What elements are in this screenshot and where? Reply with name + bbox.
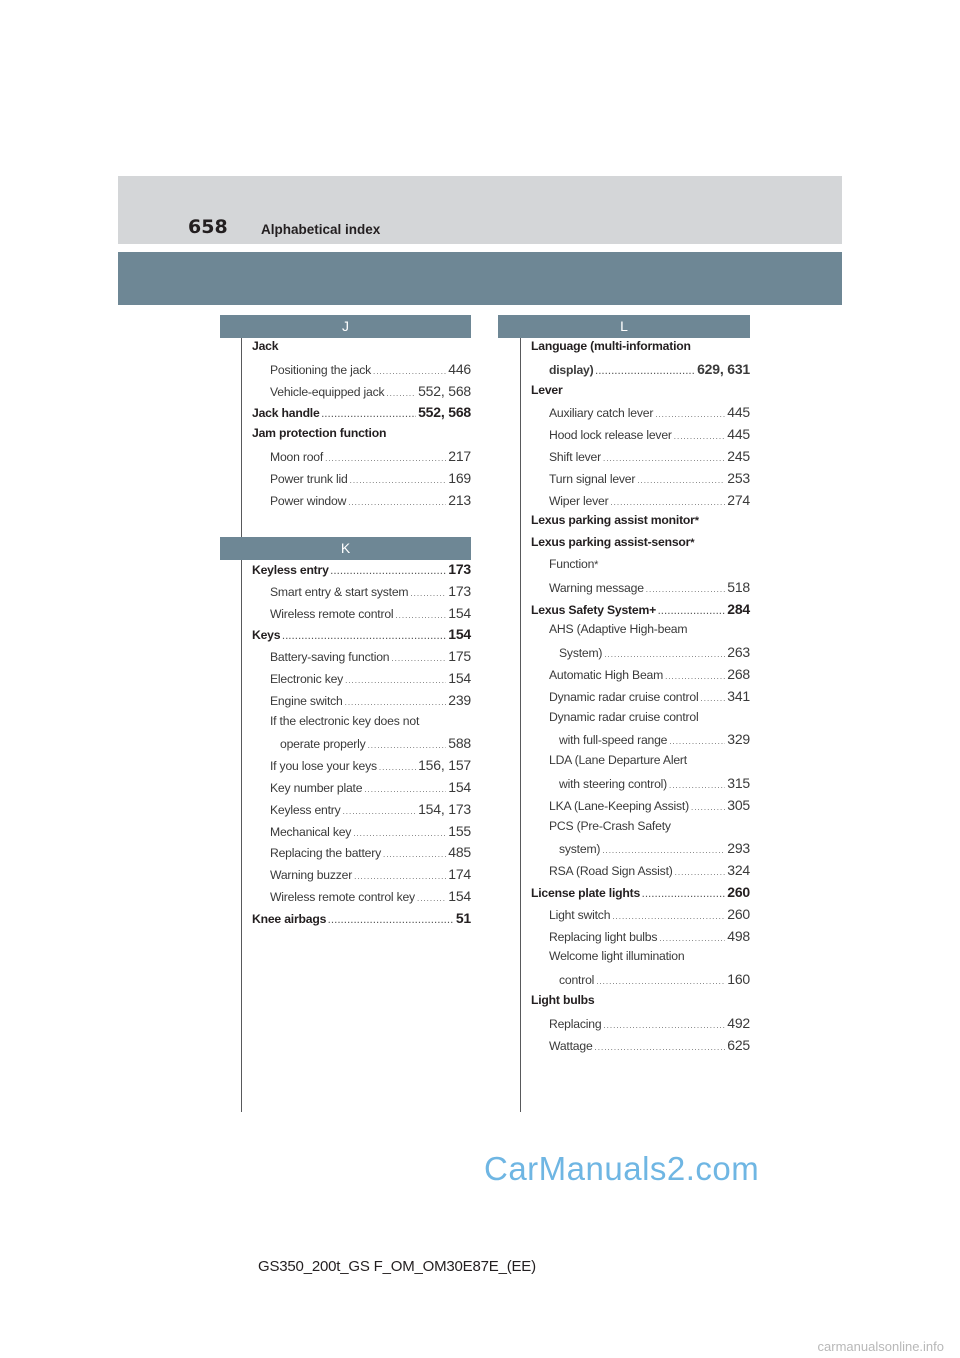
entry-label: AHS (Adaptive High-beam — [549, 622, 688, 637]
entry-label: Dynamic radar cruise control — [549, 709, 699, 724]
entry-label: Vehicle-equipped jack — [270, 384, 385, 399]
entry-label: Wireless remote control — [270, 606, 394, 621]
dot-leader — [610, 498, 725, 507]
dot-leader — [345, 676, 446, 685]
entry-label: Smart entry & start system — [270, 584, 409, 599]
dot-leader — [637, 476, 725, 485]
index-subentry — [252, 714, 471, 736]
index-subentry — [252, 383, 471, 405]
page-reference: 293 — [727, 840, 750, 857]
index-subentry — [252, 648, 471, 670]
index-subentry — [531, 971, 750, 993]
page-reference: 51 — [455, 909, 471, 926]
dot-leader — [659, 934, 725, 943]
entry-label: Keyless entry — [270, 802, 341, 817]
entry-label: Light bulbs — [531, 992, 595, 1007]
entry-label: Shift lever — [549, 449, 601, 464]
index-subentry — [252, 670, 471, 692]
entry-label: Key number plate — [270, 780, 363, 795]
index-subentry — [531, 1037, 750, 1059]
index-subentry — [531, 448, 750, 470]
index-subentry — [531, 775, 750, 797]
index-entry — [531, 339, 750, 361]
section-header-j: J — [220, 315, 471, 338]
dot-leader — [642, 890, 725, 899]
entry-label: Lexus parking assist-sensor — [531, 535, 691, 550]
dot-leader — [322, 410, 417, 419]
dot-leader — [655, 410, 725, 419]
index-subentry — [531, 622, 750, 644]
header-band — [118, 252, 842, 305]
page-reference: 154 — [448, 626, 471, 643]
page-reference: 492 — [727, 1014, 750, 1031]
entry-label: Replacing light bulbs — [549, 929, 658, 944]
index-subentry — [531, 731, 750, 753]
entry-label: Function — [549, 556, 595, 571]
index-entry — [531, 535, 750, 557]
left-column-rule — [241, 338, 242, 1112]
entry-label: Jam protection function — [252, 426, 387, 441]
index-subentry — [252, 605, 471, 627]
dot-leader — [603, 1021, 725, 1030]
page-reference: 263 — [727, 644, 750, 661]
page-reference: 253 — [727, 469, 750, 486]
page-reference: 154, 173 — [418, 800, 471, 817]
dot-leader — [354, 872, 446, 881]
page-reference: 217 — [448, 447, 471, 464]
index-subentry — [252, 779, 471, 801]
index-subentry — [531, 797, 750, 819]
page-title: Alphabetical index — [261, 222, 381, 237]
page-reference: 154 — [448, 669, 471, 686]
index-subentry — [531, 470, 750, 492]
entry-label: Welcome light illumination — [549, 949, 685, 964]
entry-label: System) — [559, 646, 603, 661]
dot-leader — [373, 367, 446, 376]
dot-leader — [343, 807, 417, 816]
entry-label: Replacing the battery — [270, 846, 381, 861]
entry-label: Dynamic radar cruise control — [549, 689, 699, 704]
entry-label: system) — [559, 842, 601, 857]
page-reference: 260 — [727, 905, 750, 922]
page-reference: 329 — [727, 731, 750, 748]
entry-label: Moon roof — [270, 449, 324, 464]
page-reference: 245 — [727, 447, 750, 464]
page-reference: 154 — [448, 778, 471, 795]
page-reference: 445 — [727, 426, 750, 443]
index-subentry — [252, 448, 471, 470]
entry-label: LDA (Lane Departure Alert — [549, 753, 687, 768]
index-subentry — [531, 906, 750, 928]
footnote-marker: * — [694, 515, 699, 528]
index-subentry — [531, 579, 750, 601]
index-entry — [531, 513, 750, 535]
dot-leader — [391, 654, 446, 663]
dot-leader — [410, 589, 446, 598]
dot-leader — [612, 912, 725, 921]
entry-label: Light switch — [549, 907, 611, 922]
footnote-marker: * — [594, 558, 599, 571]
index-entry — [531, 601, 750, 623]
page-reference: 445 — [727, 404, 750, 421]
index-subentry — [531, 644, 750, 666]
dot-leader — [675, 868, 726, 877]
entry-label: Engine switch — [270, 693, 343, 708]
page-reference: 169 — [448, 469, 471, 486]
page-number: 658 — [188, 216, 228, 238]
page-reference: 498 — [727, 927, 750, 944]
dot-leader — [665, 672, 725, 681]
dot-leader — [383, 850, 446, 859]
page-reference: 260 — [727, 883, 750, 900]
dot-leader — [348, 498, 446, 507]
entry-label: with full-speed range — [559, 733, 668, 748]
index-subentry — [252, 823, 471, 845]
page-reference: 629, 631 — [697, 360, 750, 377]
index-subentry — [531, 666, 750, 688]
page-reference: 552, 568 — [418, 404, 471, 421]
index-subentry — [252, 470, 471, 492]
entry-label: Knee airbags — [252, 911, 327, 926]
index-subentry — [531, 753, 750, 775]
page-reference: 625 — [727, 1036, 750, 1053]
entry-label: Keyless entry — [252, 563, 329, 577]
index-subentry — [252, 583, 471, 605]
page-reference: 174 — [448, 866, 471, 883]
entry-label: Jack — [252, 339, 279, 353]
dot-leader — [379, 763, 416, 772]
entry-label: Automatic High Beam — [549, 667, 664, 682]
page-reference: 305 — [727, 796, 750, 813]
index-subentry — [531, 862, 750, 884]
dot-leader — [691, 803, 725, 812]
entry-label: Jack handle — [252, 406, 320, 421]
index-subentry — [252, 692, 471, 714]
index-entry — [252, 339, 471, 361]
entry-label: Keys — [252, 628, 281, 643]
dot-leader — [353, 829, 446, 838]
entry-label: Warning buzzer — [270, 868, 353, 883]
entry-label: Wattage — [549, 1038, 593, 1053]
entry-label: PCS (Pre-Crash Safety — [549, 818, 671, 833]
dot-leader — [395, 611, 446, 620]
entry-label: If you lose your keys — [270, 759, 377, 774]
entry-label: Replacing — [549, 1016, 602, 1031]
index-subentry — [531, 492, 750, 514]
entry-label: Lexus Safety System+ — [531, 602, 657, 617]
section-k-entries — [252, 561, 471, 932]
entry-label: with steering control) — [559, 776, 668, 791]
index-subentry — [531, 557, 750, 579]
section-j-entries — [252, 339, 471, 513]
entry-label: If the electronic key does not — [270, 713, 420, 728]
dot-leader — [669, 781, 725, 790]
dot-leader — [364, 785, 446, 794]
entry-label: Turn signal lever — [549, 471, 636, 486]
page-reference: 155 — [448, 822, 471, 839]
entry-label: Lexus parking assist monitor — [531, 513, 695, 528]
page-reference: 274 — [727, 491, 750, 508]
page-reference: 268 — [727, 665, 750, 682]
entry-label: Auxiliary catch lever — [549, 406, 654, 421]
page-reference: 239 — [448, 691, 471, 708]
header-bar — [118, 176, 842, 244]
dot-leader — [325, 454, 446, 463]
footnote-marker: * — [690, 537, 695, 550]
index-entry — [252, 626, 471, 648]
page-reference: 154 — [448, 604, 471, 621]
index-subentry — [531, 688, 750, 710]
entry-label: Wireless remote control key — [270, 889, 415, 904]
index-entry — [252, 404, 471, 426]
page-reference: 341 — [727, 687, 750, 704]
page-reference: 175 — [448, 648, 471, 665]
page-reference: 284 — [727, 600, 750, 617]
entry-label: Power trunk lid — [270, 471, 348, 486]
entry-label: Lever — [531, 382, 563, 397]
dot-leader — [669, 737, 725, 746]
index-subentry — [252, 888, 471, 910]
page-reference: 518 — [727, 578, 750, 595]
index-entry — [252, 426, 471, 448]
dot-leader — [658, 607, 725, 616]
entry-label: control — [559, 973, 595, 988]
index-subentry — [252, 757, 471, 779]
index-subentry — [531, 840, 750, 862]
page-reference: 324 — [727, 862, 750, 879]
watermark-logo: CarManuals2.com — [484, 1150, 760, 1187]
entry-label: License plate lights — [531, 885, 641, 900]
dot-leader — [328, 916, 454, 925]
index-subentry — [531, 928, 750, 950]
entry-label: Battery-saving function — [270, 650, 390, 665]
dot-leader — [368, 741, 447, 750]
dot-leader — [602, 846, 725, 855]
index-subentry — [531, 426, 750, 448]
dot-leader — [386, 389, 416, 398]
entry-label: Hood lock release lever — [549, 428, 672, 443]
index-entry — [531, 884, 750, 906]
entry-label: RSA (Road Sign Assist) — [549, 864, 673, 879]
page-reference: 315 — [727, 774, 750, 791]
dot-leader — [345, 698, 447, 707]
index-subentry — [531, 710, 750, 732]
watermark-footer: carmanualsonline.info — [817, 1339, 944, 1354]
section-header-l: L — [498, 315, 750, 338]
index-subentry — [252, 492, 471, 514]
index-subentry — [252, 844, 471, 866]
page-reference: 588 — [448, 735, 471, 752]
right-column-rule — [520, 338, 521, 1112]
index-subentry — [531, 819, 750, 841]
entry-label: Power window — [270, 493, 347, 508]
index-subentry — [531, 949, 750, 971]
dot-leader — [282, 632, 446, 641]
dot-leader — [604, 650, 725, 659]
index-entry — [252, 910, 471, 932]
index-subentry — [531, 1015, 750, 1037]
index-subentry — [531, 404, 750, 426]
dot-leader — [646, 585, 725, 594]
dot-leader — [417, 894, 446, 903]
dot-leader — [701, 694, 726, 703]
page-reference: 154 — [448, 887, 471, 904]
index-entry — [531, 993, 750, 1015]
entry-label: Electronic key — [270, 671, 344, 686]
entry-label: Positioning the jack — [270, 362, 372, 377]
entry-label: Language (multi-information — [531, 339, 691, 353]
dot-leader — [603, 454, 725, 463]
dot-leader — [350, 476, 447, 485]
page-reference: 446 — [448, 360, 471, 377]
document-code: GS350_200t_GS F_OM_OM30E87E_(EE) — [258, 1258, 536, 1275]
index-subentry — [252, 866, 471, 888]
dot-leader — [596, 977, 725, 986]
page-reference: 156, 157 — [418, 757, 471, 774]
entry-label: Warning message — [549, 580, 644, 595]
dot-leader — [674, 432, 725, 441]
page-reference: 160 — [727, 971, 750, 988]
entry-label: display) — [549, 362, 594, 377]
dot-leader — [595, 367, 695, 376]
section-header-k: K — [220, 537, 471, 560]
page-reference: 173 — [448, 561, 471, 577]
index-subentry — [252, 735, 471, 757]
index-entry — [252, 561, 471, 583]
index-subentry — [531, 361, 750, 383]
page-reference: 485 — [448, 844, 471, 861]
page-reference: 173 — [448, 582, 471, 599]
dot-leader — [595, 1043, 726, 1052]
entry-label: operate properly — [280, 737, 366, 752]
entry-label: LKA (Lane-Keeping Assist) — [549, 798, 689, 813]
section-l-entries — [531, 339, 750, 1058]
entry-label: Wiper lever — [549, 493, 609, 508]
index-subentry — [252, 801, 471, 823]
dot-leader — [331, 567, 447, 576]
page-reference: 552, 568 — [418, 382, 471, 399]
index-entry — [531, 383, 750, 405]
index-subentry — [252, 361, 471, 383]
page-reference: 213 — [448, 491, 471, 508]
entry-label: Mechanical key — [270, 824, 352, 839]
